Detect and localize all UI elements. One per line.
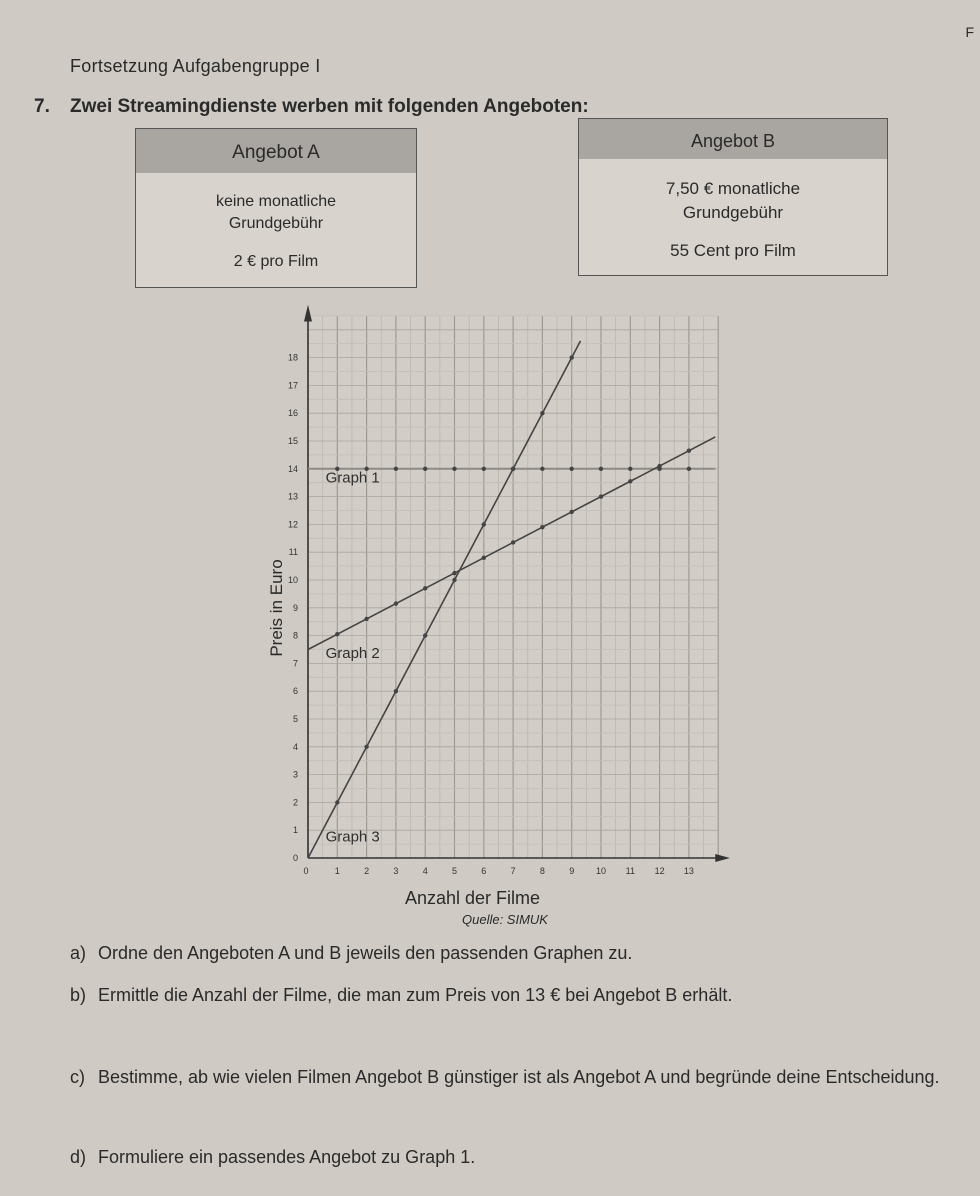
task-b	[70, 980, 930, 1010]
data-point	[394, 467, 398, 471]
x-tick-label: 12	[654, 866, 665, 876]
data-point	[687, 449, 691, 453]
task-d-label: d)	[70, 1147, 87, 1167]
y-tick-label: 0	[292, 853, 298, 863]
offer-a-line3: 2 € pro Film	[233, 253, 319, 270]
task-d-text: Formuliere ein passendes Angebot zu Graph 1.	[98, 1147, 476, 1167]
data-point	[335, 632, 339, 636]
data-point	[540, 525, 544, 529]
y-tick-label: 6	[292, 686, 298, 697]
y-tick-label: 8	[292, 630, 298, 641]
task-c	[70, 1062, 950, 1092]
data-point	[511, 467, 515, 471]
data-point	[364, 617, 368, 621]
data-point	[570, 355, 574, 359]
x-tick-label: 8	[539, 866, 545, 876]
y-tick-label: 17	[287, 380, 298, 391]
x-tick-label: 9	[569, 866, 575, 876]
data-point	[423, 633, 427, 637]
x-tick-label: 2	[364, 866, 370, 876]
x-tick-label: 0	[303, 866, 309, 876]
y-tick-label: 3	[292, 769, 298, 780]
x-tick-label: 3	[393, 866, 399, 876]
y-tick-label: 13	[287, 491, 298, 502]
task-a-label: a)	[70, 943, 87, 963]
data-point	[540, 467, 544, 471]
task-a	[70, 938, 632, 968]
x-tick-label: 4	[422, 866, 428, 876]
y-tick-label: 15	[287, 436, 298, 446]
offer-a-line1: keine monatliche	[215, 193, 337, 210]
y-tick-label: 14	[287, 463, 298, 474]
chart-grid	[308, 316, 718, 858]
offer-a-line2: Grundgebühr	[228, 215, 324, 232]
chart-source: Quelle: SIMUK	[462, 912, 548, 927]
data-point	[394, 689, 398, 693]
data-point	[511, 540, 515, 544]
offer-a-title: Angebot A	[136, 129, 416, 173]
data-point	[452, 467, 456, 471]
offer-b-line3: 55 Cent pro Film	[670, 241, 796, 260]
offer-b-line2: Grundgebühr	[682, 203, 784, 222]
data-point	[482, 522, 486, 526]
y-tick-label: 10	[287, 575, 298, 585]
task-b-label: b)	[70, 985, 87, 1005]
data-point	[423, 467, 427, 471]
y-axis-label: Preis in Euro	[267, 559, 286, 657]
task-c-label: c)	[70, 1067, 85, 1087]
y-tick-label: 2	[292, 797, 298, 808]
data-point	[570, 467, 574, 471]
graph-label: Graph 3	[325, 828, 380, 846]
y-tick-label: 18	[287, 352, 298, 363]
data-point	[482, 556, 486, 560]
data-point	[628, 479, 632, 483]
y-axis-arrow	[304, 305, 312, 322]
data-point	[335, 800, 339, 804]
task-c-text: Bestimme, ab wie vielen Filmen Angebot B günstiger ist als Angebot A und begründe deine Entscheidung.	[98, 1067, 940, 1087]
y-tick-label: 11	[288, 547, 298, 558]
x-tick-label: 11	[625, 866, 635, 876]
x-tick-label: 7	[510, 866, 516, 876]
question-intro: Zwei Streamingdienste werben mit folgenden Angeboten:	[70, 96, 589, 117]
data-point	[599, 467, 603, 471]
y-tick-label: 4	[292, 741, 298, 752]
data-point	[599, 494, 603, 498]
data-point	[452, 578, 456, 582]
data-point	[482, 467, 486, 471]
offer-b-title: Angebot B	[579, 119, 887, 159]
data-point	[628, 467, 632, 471]
y-tick-label: 16	[287, 408, 298, 419]
data-point	[423, 586, 427, 590]
x-tick-label: 1	[334, 866, 340, 876]
x-axis-arrow	[715, 854, 730, 862]
offer-b-line1: 7,50 € monatliche	[665, 179, 801, 198]
task-d	[70, 1142, 475, 1172]
y-tick-label: 5	[292, 714, 298, 724]
section-header: Fortsetzung Aufgabengruppe I	[70, 56, 321, 76]
x-tick-label: 13	[683, 866, 694, 876]
data-point	[540, 411, 544, 415]
y-tick-label: 1	[292, 825, 298, 836]
y-tick-label: 12	[287, 519, 298, 530]
data-point	[452, 571, 456, 575]
data-point	[394, 601, 398, 605]
graph-label: Graph 1	[325, 469, 380, 487]
x-tick-label: 10	[595, 866, 607, 876]
task-b-text: Ermittle die Anzahl der Filme, die man zum Preis von 13 € bei Angebot B erhält.	[98, 985, 733, 1005]
graph-label: Graph 2	[325, 644, 380, 662]
data-point	[687, 467, 691, 471]
question-number: 7.	[34, 96, 50, 117]
data-point	[364, 745, 368, 749]
x-axis-label: Anzahl der Filme	[405, 888, 541, 908]
task-a-text: Ordne den Angeboten A und B jeweils den passenden Graphen zu.	[98, 943, 633, 963]
x-tick-label: 6	[481, 866, 487, 876]
x-tick-label: 5	[451, 866, 458, 876]
data-point	[570, 510, 574, 514]
y-tick-label: 7	[292, 658, 298, 669]
corner-mark: F	[965, 24, 974, 40]
data-point	[657, 464, 661, 468]
y-tick-label: 9	[292, 602, 298, 613]
